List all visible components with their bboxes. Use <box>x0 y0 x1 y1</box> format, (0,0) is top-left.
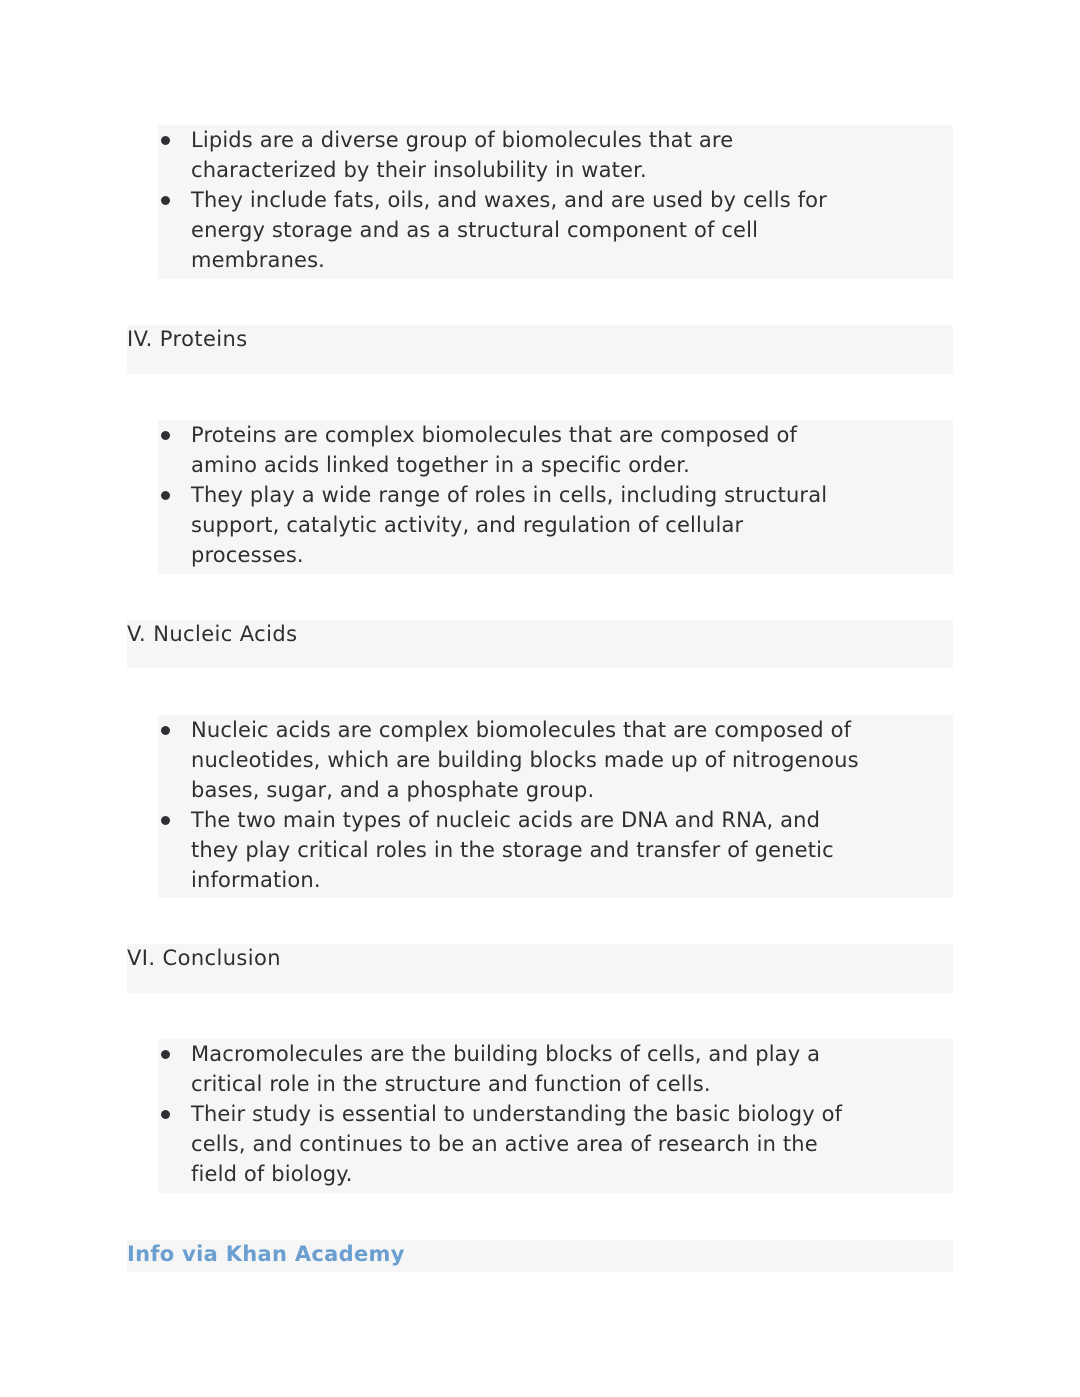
list-item-line: Their study is essential to understanding the basic biology of <box>191 1102 843 1126</box>
list-item <box>158 715 953 805</box>
list-item-line: characterized by their insolubility in water. <box>191 158 647 182</box>
list-item-line: field of biology. <box>191 1162 353 1186</box>
list-item <box>158 185 953 275</box>
list-item <box>158 420 953 480</box>
conclusion-bullet-list <box>158 1039 953 1193</box>
section-heading-nucleic-acids: V. Nucleic Acids <box>127 620 953 668</box>
proteins-bullet-list <box>158 420 953 574</box>
list-item-line: energy storage and as a structural component of cell <box>191 218 759 242</box>
nucleic-acids-bullet-list <box>158 715 953 898</box>
list-item <box>158 1099 953 1189</box>
list-item-line: bases, sugar, and a phosphate group. <box>191 778 595 802</box>
list-item-line: Proteins are complex biomolecules that are composed of <box>191 423 798 447</box>
list-item <box>158 480 953 570</box>
list-item-line: Lipids are a diverse group of biomolecules that are <box>191 128 734 152</box>
list-item-line: cells, and continues to be an active area of research in the <box>191 1132 818 1156</box>
list-item-line: amino acids linked together in a specific order. <box>191 453 690 477</box>
list-item-line: They play a wide range of roles in cells, including structural <box>191 483 828 507</box>
list-item-line: support, catalytic activity, and regulation of cellular <box>191 513 744 537</box>
list-item <box>158 805 953 895</box>
list-item-line: The two main types of nucleic acids are DNA and RNA, and <box>191 808 821 832</box>
section-heading-proteins: IV. Proteins <box>127 325 953 374</box>
list-item-line: nucleotides, which are building blocks made up of nitrogenous <box>191 748 859 772</box>
list-item-line: membranes. <box>191 248 326 272</box>
list-item-line: critical role in the structure and function of cells. <box>191 1072 711 1096</box>
list-item <box>158 125 953 185</box>
section-heading-conclusion: VI. Conclusion <box>127 944 953 993</box>
list-item-line: They include fats, oils, and waxes, and are used by cells for <box>191 188 827 212</box>
list-item-line: information. <box>191 868 321 892</box>
list-item-line: they play critical roles in the storage and transfer of genetic <box>191 838 834 862</box>
list-item-line: processes. <box>191 543 304 567</box>
list-item-line: Macromolecules are the building blocks of cells, and play a <box>191 1042 821 1066</box>
source-credit: Info via Khan Academy <box>127 1240 953 1272</box>
lipids-bullet-list <box>158 125 953 279</box>
list-item <box>158 1039 953 1099</box>
list-item-line: Nucleic acids are complex biomolecules that are composed of <box>191 718 852 742</box>
